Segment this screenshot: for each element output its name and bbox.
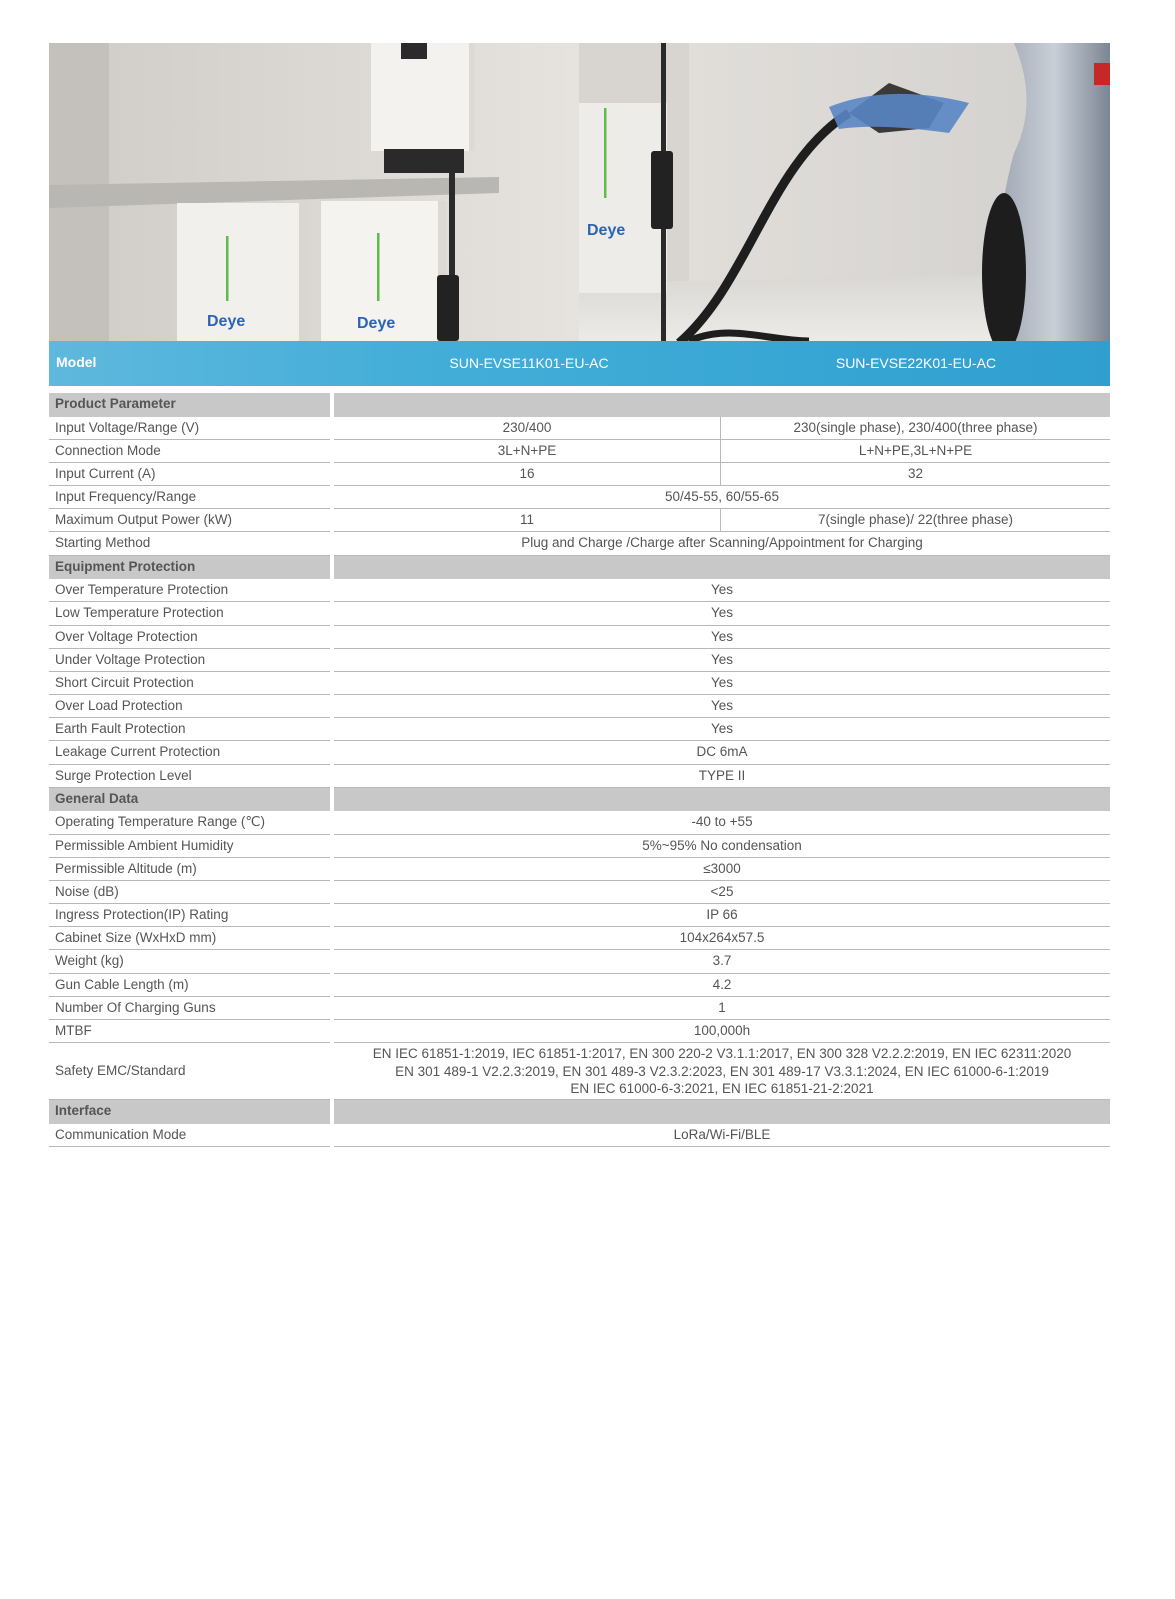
row-value-model-2: 7(single phase)/ 22(three phase) <box>721 509 1110 532</box>
row-value: 100,000h <box>334 1020 1110 1043</box>
row-label: Communication Mode <box>49 1124 330 1147</box>
table-row-safety-standard <box>49 1043 1110 1100</box>
section-bar <box>334 556 1110 580</box>
section-bar <box>334 393 1110 417</box>
row-label: Starting Method <box>49 532 330 555</box>
row-value: <25 <box>334 881 1110 904</box>
table-row <box>49 509 1110 532</box>
row-value: Plug and Charge /Charge after Scanning/Appointment for Charging <box>334 532 1110 555</box>
row-value: TYPE II <box>334 765 1110 788</box>
row-value: 5%~95% No condensation <box>334 835 1110 858</box>
row-value: 1 <box>334 997 1110 1020</box>
section-title: General Data <box>49 788 330 812</box>
section-header <box>49 556 1110 580</box>
row-label: Number Of Charging Guns <box>49 997 330 1020</box>
table-row <box>49 1124 1110 1147</box>
section-header <box>49 393 1110 417</box>
row-value: IP 66 <box>334 904 1110 927</box>
row-label: Over Voltage Protection <box>49 626 330 649</box>
row-value: Yes <box>334 695 1110 718</box>
row-value: Yes <box>334 649 1110 672</box>
row-label: Gun Cable Length (m) <box>49 974 330 997</box>
standard-line: EN IEC 61851-1:2019, IEC 61851-1:2017, EN 300 220-2 V3.1.1:2017, EN 300 328 V2.2.2:2019, EN IEC 62311:2020 <box>372 1046 1072 1062</box>
row-label: Surge Protection Level <box>49 765 330 788</box>
row-label: Ingress Protection(IP) Rating <box>49 904 330 927</box>
section-title: Equipment Protection <box>49 556 330 580</box>
table-row <box>49 811 1110 834</box>
table-row <box>49 950 1110 973</box>
row-label: Cabinet Size (WxHxD mm) <box>49 927 330 950</box>
row-value-model-1: 11 <box>334 509 721 532</box>
table-row <box>49 974 1110 997</box>
row-value: Yes <box>334 672 1110 695</box>
table-row <box>49 579 1110 602</box>
row-label: Over Load Protection <box>49 695 330 718</box>
section-header <box>49 1100 1110 1124</box>
hero-image <box>49 43 1110 341</box>
row-value: Yes <box>334 626 1110 649</box>
standard-line: EN 301 489-1 V2.2.3:2019, EN 301 489-3 V2.3.2:2023, EN 301 489-17 V3.3.1:2024, EN IEC 61000-6-1:2019 <box>395 1063 1049 1079</box>
section-bar <box>334 788 1110 812</box>
table-row <box>49 741 1110 764</box>
row-label: Earth Fault Protection <box>49 718 330 741</box>
model-name-2: SUN-EVSE22K01-EU-AC <box>835 355 997 371</box>
row-value-model-2: 32 <box>721 463 1110 486</box>
row-value-model-2: 230(single phase), 230/400(three phase) <box>721 417 1110 440</box>
svg-text:Deye: Deye <box>587 222 626 239</box>
row-label: Input Voltage/Range (V) <box>49 417 330 440</box>
row-value: ≤3000 <box>334 858 1110 881</box>
row-value: Yes <box>334 579 1110 602</box>
row-label: Leakage Current Protection <box>49 741 330 764</box>
row-value-model-1: 230/400 <box>334 417 721 440</box>
table-row <box>49 602 1110 625</box>
row-value-standards <box>334 1043 1110 1100</box>
row-value: LoRa/Wi-Fi/BLE <box>334 1124 1110 1147</box>
row-value: 50/45-55, 60/55-65 <box>334 486 1110 509</box>
row-label: Over Temperature Protection <box>49 579 330 602</box>
model-header <box>49 341 1110 386</box>
row-label: Permissible Altitude (m) <box>49 858 330 881</box>
svg-text:Deye: Deye <box>207 313 246 330</box>
row-label: Connection Mode <box>49 440 330 463</box>
row-label: Maximum Output Power (kW) <box>49 509 330 532</box>
table-row <box>49 881 1110 904</box>
table-row <box>49 463 1110 486</box>
standard-line: EN IEC 61000-6-3:2021, EN IEC 61851-21-2:2021 <box>570 1081 874 1097</box>
table-row <box>49 927 1110 950</box>
row-value: Yes <box>334 718 1110 741</box>
row-value-model-1: 3L+N+PE <box>334 440 721 463</box>
table-row <box>49 626 1110 649</box>
spec-table <box>49 393 1110 1147</box>
row-value: 104x264x57.5 <box>334 927 1110 950</box>
row-label: Operating Temperature Range (℃) <box>49 811 330 834</box>
row-label: MTBF <box>49 1020 330 1043</box>
row-label: Weight (kg) <box>49 950 330 973</box>
row-label: Under Voltage Protection <box>49 649 330 672</box>
row-value: DC 6mA <box>334 741 1110 764</box>
row-label: Input Frequency/Range <box>49 486 330 509</box>
table-row <box>49 417 1110 440</box>
model-label: Model <box>56 354 97 370</box>
row-label: Safety EMC/Standard <box>49 1043 330 1100</box>
section-title: Product Parameter <box>49 393 330 417</box>
table-row <box>49 672 1110 695</box>
table-row <box>49 765 1110 788</box>
table-row <box>49 532 1110 555</box>
row-label: Short Circuit Protection <box>49 672 330 695</box>
row-value-model-1: 16 <box>334 463 721 486</box>
row-value: -40 to +55 <box>334 811 1110 834</box>
table-row <box>49 904 1110 927</box>
table-row <box>49 649 1110 672</box>
table-row <box>49 718 1110 741</box>
row-value: 3.7 <box>334 950 1110 973</box>
row-label: Noise (dB) <box>49 881 330 904</box>
row-value: Yes <box>334 602 1110 625</box>
table-row <box>49 440 1110 463</box>
table-row <box>49 1020 1110 1043</box>
table-row <box>49 997 1110 1020</box>
row-label: Input Current (A) <box>49 463 330 486</box>
table-row <box>49 858 1110 881</box>
table-row <box>49 695 1110 718</box>
row-value-model-2: L+N+PE,3L+N+PE <box>721 440 1110 463</box>
section-title: Interface <box>49 1100 330 1124</box>
section-header <box>49 788 1110 812</box>
row-label: Permissible Ambient Humidity <box>49 835 330 858</box>
row-value: 4.2 <box>334 974 1110 997</box>
section-bar <box>334 1100 1110 1124</box>
model-name-1: SUN-EVSE11K01-EU-AC <box>449 355 609 371</box>
table-row <box>49 486 1110 509</box>
svg-text:Deye: Deye <box>357 315 396 332</box>
table-row <box>49 835 1110 858</box>
row-label: Low Temperature Protection <box>49 602 330 625</box>
